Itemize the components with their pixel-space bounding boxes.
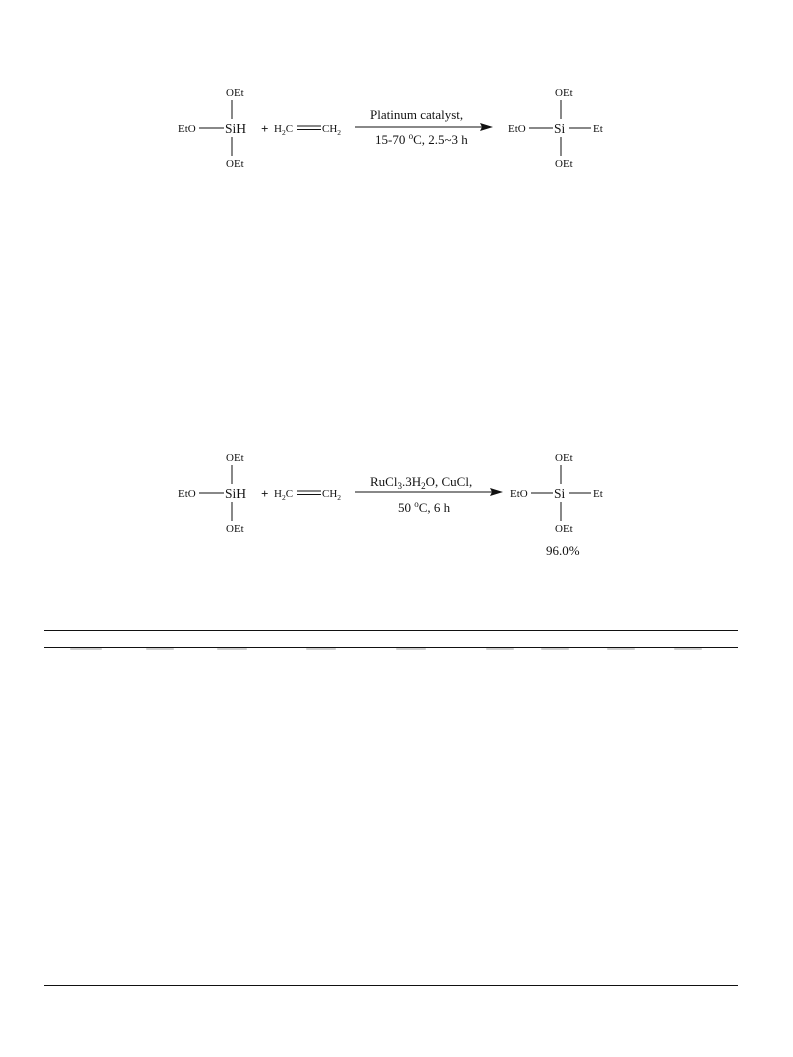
bottom-ethoxy-label: OEt bbox=[226, 158, 244, 170]
product-top-ethoxy-label: OEt bbox=[555, 87, 573, 99]
plus-sign: + bbox=[261, 121, 269, 136]
column-mark bbox=[486, 648, 514, 650]
yield-label: 96.0% bbox=[546, 543, 580, 558]
reaction-scheme-2 bbox=[0, 445, 793, 565]
column-mark bbox=[607, 648, 635, 650]
top-ethoxy-label: OEt bbox=[226, 452, 244, 464]
triethoxyethylsilane-structure bbox=[508, 87, 603, 170]
product-silicon-label: Si bbox=[554, 121, 566, 136]
column-mark bbox=[306, 648, 336, 650]
ethylene-right-carbon: $CH_2$ bbox=[322, 488, 342, 502]
conditions-label: 50 $^o$C, 6 h bbox=[398, 499, 451, 515]
silicon-hydride-label: SiH bbox=[225, 121, 247, 136]
product-ethyl-label: Et bbox=[593, 123, 603, 135]
triethoxysilane-structure bbox=[178, 452, 246, 535]
column-mark bbox=[70, 648, 102, 650]
product-top-ethoxy-label: OEt bbox=[555, 452, 573, 464]
silicon-hydride-label: SiH bbox=[225, 486, 247, 501]
reaction-scheme-1 bbox=[0, 80, 793, 180]
ethylene-left-carbon: $H_2C$ bbox=[274, 123, 294, 137]
column-mark bbox=[396, 648, 426, 650]
column-mark bbox=[674, 648, 702, 650]
product-ethyl-label: Et bbox=[593, 488, 603, 500]
catalyst-label: Platinum catalyst, bbox=[370, 107, 464, 122]
triethoxysilane-structure bbox=[178, 87, 246, 170]
product-left-ethoxy-label: EtO bbox=[510, 488, 528, 500]
top-ethoxy-label: OEt bbox=[226, 87, 244, 99]
ethylene-structure bbox=[274, 123, 341, 137]
ethylene-structure bbox=[274, 488, 341, 502]
left-ethoxy-label: EtO bbox=[178, 488, 196, 500]
product-silicon-label: Si bbox=[554, 486, 566, 501]
bottom-ethoxy-label: OEt bbox=[226, 523, 244, 535]
triethoxyethylsilane-structure bbox=[510, 452, 603, 535]
ethylene-right-carbon: $CH_2$ bbox=[322, 123, 342, 137]
table-top-rule bbox=[44, 630, 738, 631]
column-mark bbox=[146, 648, 174, 650]
column-mark bbox=[217, 648, 247, 650]
table-bottom-rule bbox=[44, 985, 738, 986]
table-faint-column-marks bbox=[44, 648, 738, 654]
catalyst-label: $RuCl_3.3H_2O$, CuCl, bbox=[370, 474, 473, 491]
conditions-label: 15-70 $^o$C, 2.5~3 h bbox=[375, 131, 468, 147]
product-bottom-ethoxy-label: OEt bbox=[555, 158, 573, 170]
column-mark bbox=[541, 648, 569, 650]
ethylene-left-carbon: $H_2C$ bbox=[274, 488, 294, 502]
product-bottom-ethoxy-label: OEt bbox=[555, 523, 573, 535]
product-left-ethoxy-label: EtO bbox=[508, 123, 526, 135]
plus-sign: + bbox=[261, 486, 269, 501]
left-ethoxy-label: EtO bbox=[178, 123, 196, 135]
